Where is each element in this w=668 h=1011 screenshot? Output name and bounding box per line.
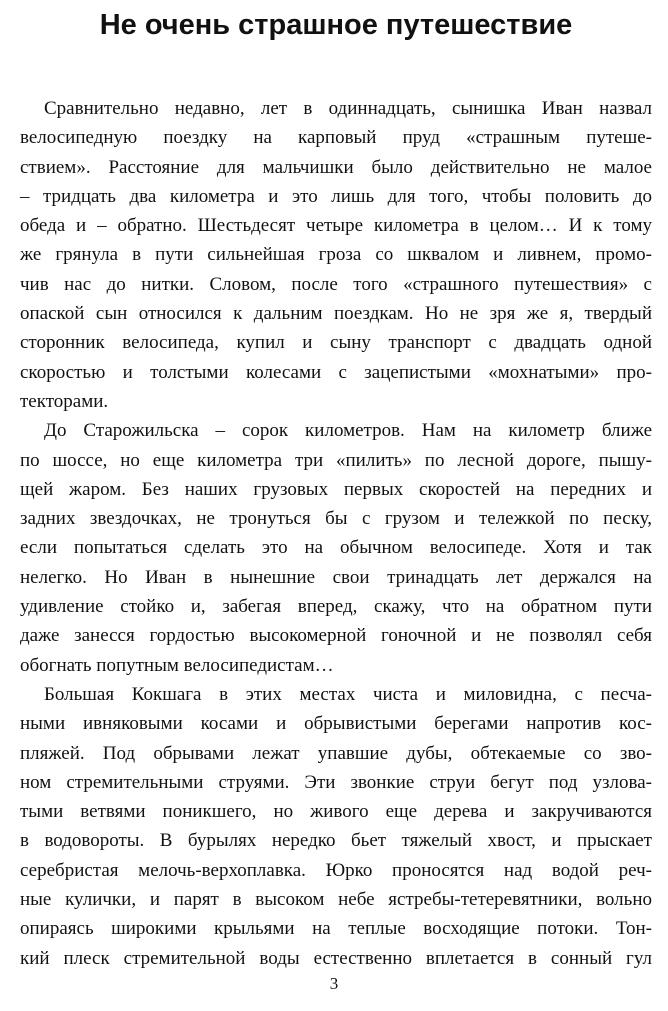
body-text — [20, 94, 652, 973]
text-line: ными ивняковыми косами и обрывистыми берегами напротив кос- — [20, 713, 652, 735]
text-line: обогнать попутным велосипедистам… — [20, 654, 334, 676]
text-line: Большая Кокшага в этих местах чиста и миловидна, с песча- — [44, 683, 652, 705]
text-line: по шоссе, но еще километра три «пилить» по лесной дороге, пышу- — [20, 449, 652, 471]
text-line: щей жаром. Без наших грузовых первых скоростей на передних и — [20, 478, 652, 500]
text-line: в водовороты. В бурылях нередко бьет тяжелый хвост, и прыскает — [20, 830, 652, 852]
text-line: удивление стойко и, забегая вперед, скажу, что на обратном пути — [20, 596, 652, 618]
text-line: пляжей. Под обрывами лежат упавшие дубы, обтекаемые со зво- — [20, 742, 652, 764]
text-line: серебристая мелочь-верхоплавка. Юрко проносятся над водой реч- — [20, 859, 652, 881]
page-number: 3 — [329, 974, 339, 993]
text-line: Сравнительно недавно, лет в одиннадцать, сынишка Иван назвал — [44, 98, 652, 119]
text-line: кий плеск стремительной воды естественно вплетается в сонный гул — [20, 947, 652, 969]
text-line: текторами. — [20, 390, 109, 412]
text-line: велосипедную поездку на карповый пруд «страшным путеше- — [20, 127, 652, 149]
text-line: ствием». Расстояние для мальчишки было действительно не малое — [20, 156, 652, 178]
text-line: даже занесся гордостью высокомерной гоночной и не позволял себя — [20, 625, 652, 647]
text-line: обеда и – обратно. Шестьдесят четыре километра в целом… И к тому — [20, 215, 652, 237]
paragraph — [20, 416, 652, 680]
text-line: чив нас до нитки. Словом, после того «страшного путешествия» с — [20, 273, 652, 295]
text-line: скоростью и толстыми колесами с зацепистыми «мохнатыми» про- — [20, 361, 652, 383]
chapter-title: Не очень страшное путешествие — [99, 9, 573, 41]
text-line: нелегко. Но Иван в нынешние свои тринадцать лет держался на — [20, 566, 652, 588]
text-line: же грянула в пути сильнейшая гроза со шквалом и ливнем, промо- — [20, 244, 652, 266]
text-line: ные кулички, и парят в высоком небе ястребы-тетеревятники, вольно — [20, 889, 652, 911]
text-line: сторонник велосипеда, купил и сыну транспорт с двадцать одной — [20, 332, 652, 354]
text-line: опаской сын относился к дальним поездкам. Но не зря же я, твердый — [20, 303, 652, 325]
paragraph — [20, 94, 652, 416]
text-line: ном стремительными струями. Эти звонкие струи бегут под узлова- — [20, 771, 652, 793]
text-line: задних звездочках, не тронуться бы с грузом и тележкой по песку, — [20, 508, 652, 530]
text-line: До Старожильска – сорок километров. Нам на километр ближе — [44, 420, 652, 442]
text-line: если попытаться сделать это на обычном велосипеде. Хотя и так — [20, 537, 652, 559]
paragraph — [20, 680, 652, 973]
text-line: тыми ветвями поникшего, но живого еще дерева и закручиваются — [20, 801, 652, 823]
text-line: – тридцать два километра и это лишь для того, чтобы половить до — [20, 185, 652, 207]
text-line: опираясь широкими крыльями на теплые восходящие потоки. Тон- — [20, 918, 652, 940]
